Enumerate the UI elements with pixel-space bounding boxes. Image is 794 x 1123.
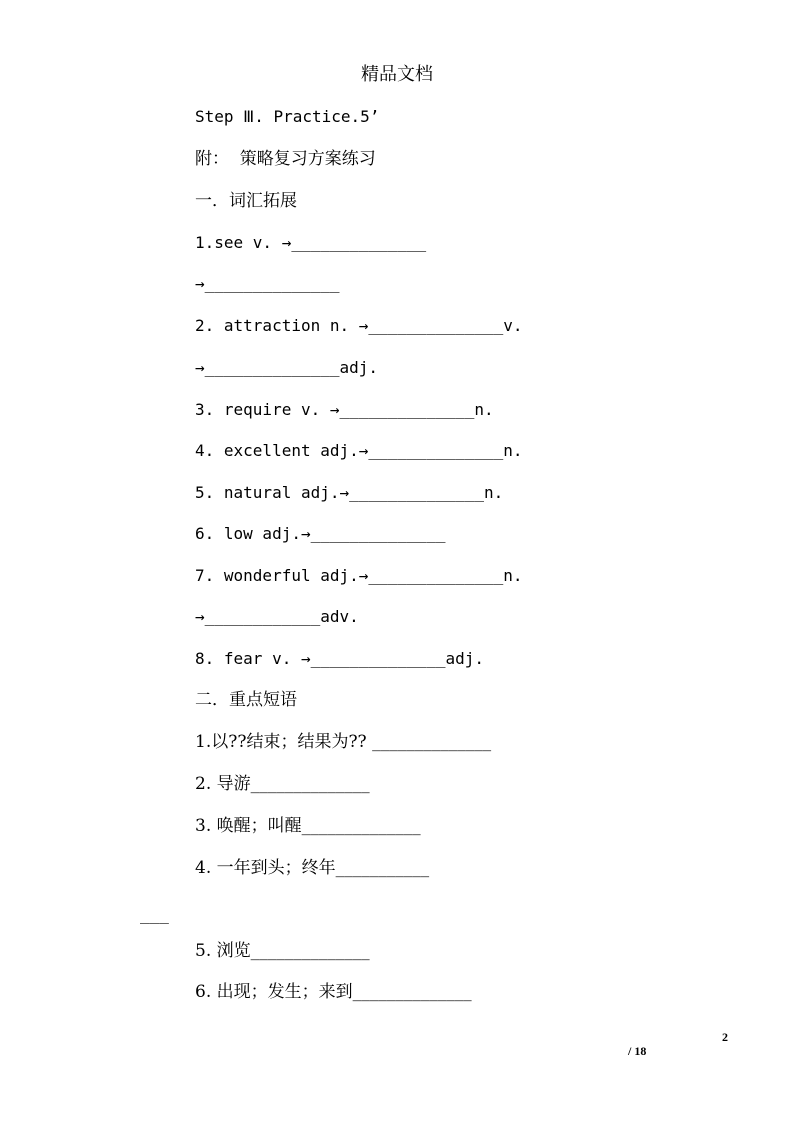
vocabulary-item-4: 4. excellent adj.→______________n. [195,441,523,460]
phrases-section-heading: 二．重点短语 [195,690,297,710]
phrase-item-4-blank-continued: ___ [140,905,169,924]
vocabulary-item-2: 2. attraction n. →______________v. [195,316,523,335]
vocabulary-item-5: 5. natural adj.→______________n. [195,483,504,502]
vocabulary-section-heading: 一．词汇拓展 [195,191,297,211]
phrase-item-2: 2. 导游______________ [195,774,370,794]
appendix-heading: 附： 策略复习方案练习 [195,149,376,169]
phrase-item-1: 1.以??结束；结果为?? ______________ [195,732,492,752]
vocabulary-item-3: 3. require v. →______________n. [195,400,494,419]
vocabulary-item-6: 6. low adj.→______________ [195,524,446,543]
phrase-item-3: 3. 唤醒；叫醒______________ [195,816,421,836]
phrase-item-4: 4. 一年到头；终年___________ [195,858,430,878]
page-number: 2 [722,1030,728,1044]
vocabulary-item-7-continued: →____________adv. [195,607,359,626]
phrase-item-5: 5. 浏览______________ [195,941,370,961]
section-step-heading: Step Ⅲ. Practice.5’ [195,107,380,126]
page-total: / 18 [628,1044,647,1058]
vocabulary-item-1: 1.see v. →______________ [195,233,427,252]
vocabulary-item-2-continued: →______________adj. [195,358,379,377]
document-header: 精品文档 [361,64,433,85]
vocabulary-item-8: 8. fear v. →______________adj. [195,649,484,668]
vocabulary-item-1-continued: →______________ [195,274,340,293]
vocabulary-item-7: 7. wonderful adj.→______________n. [195,566,523,585]
phrase-item-6: 6. 出现；发生；来到______________ [195,982,472,1002]
